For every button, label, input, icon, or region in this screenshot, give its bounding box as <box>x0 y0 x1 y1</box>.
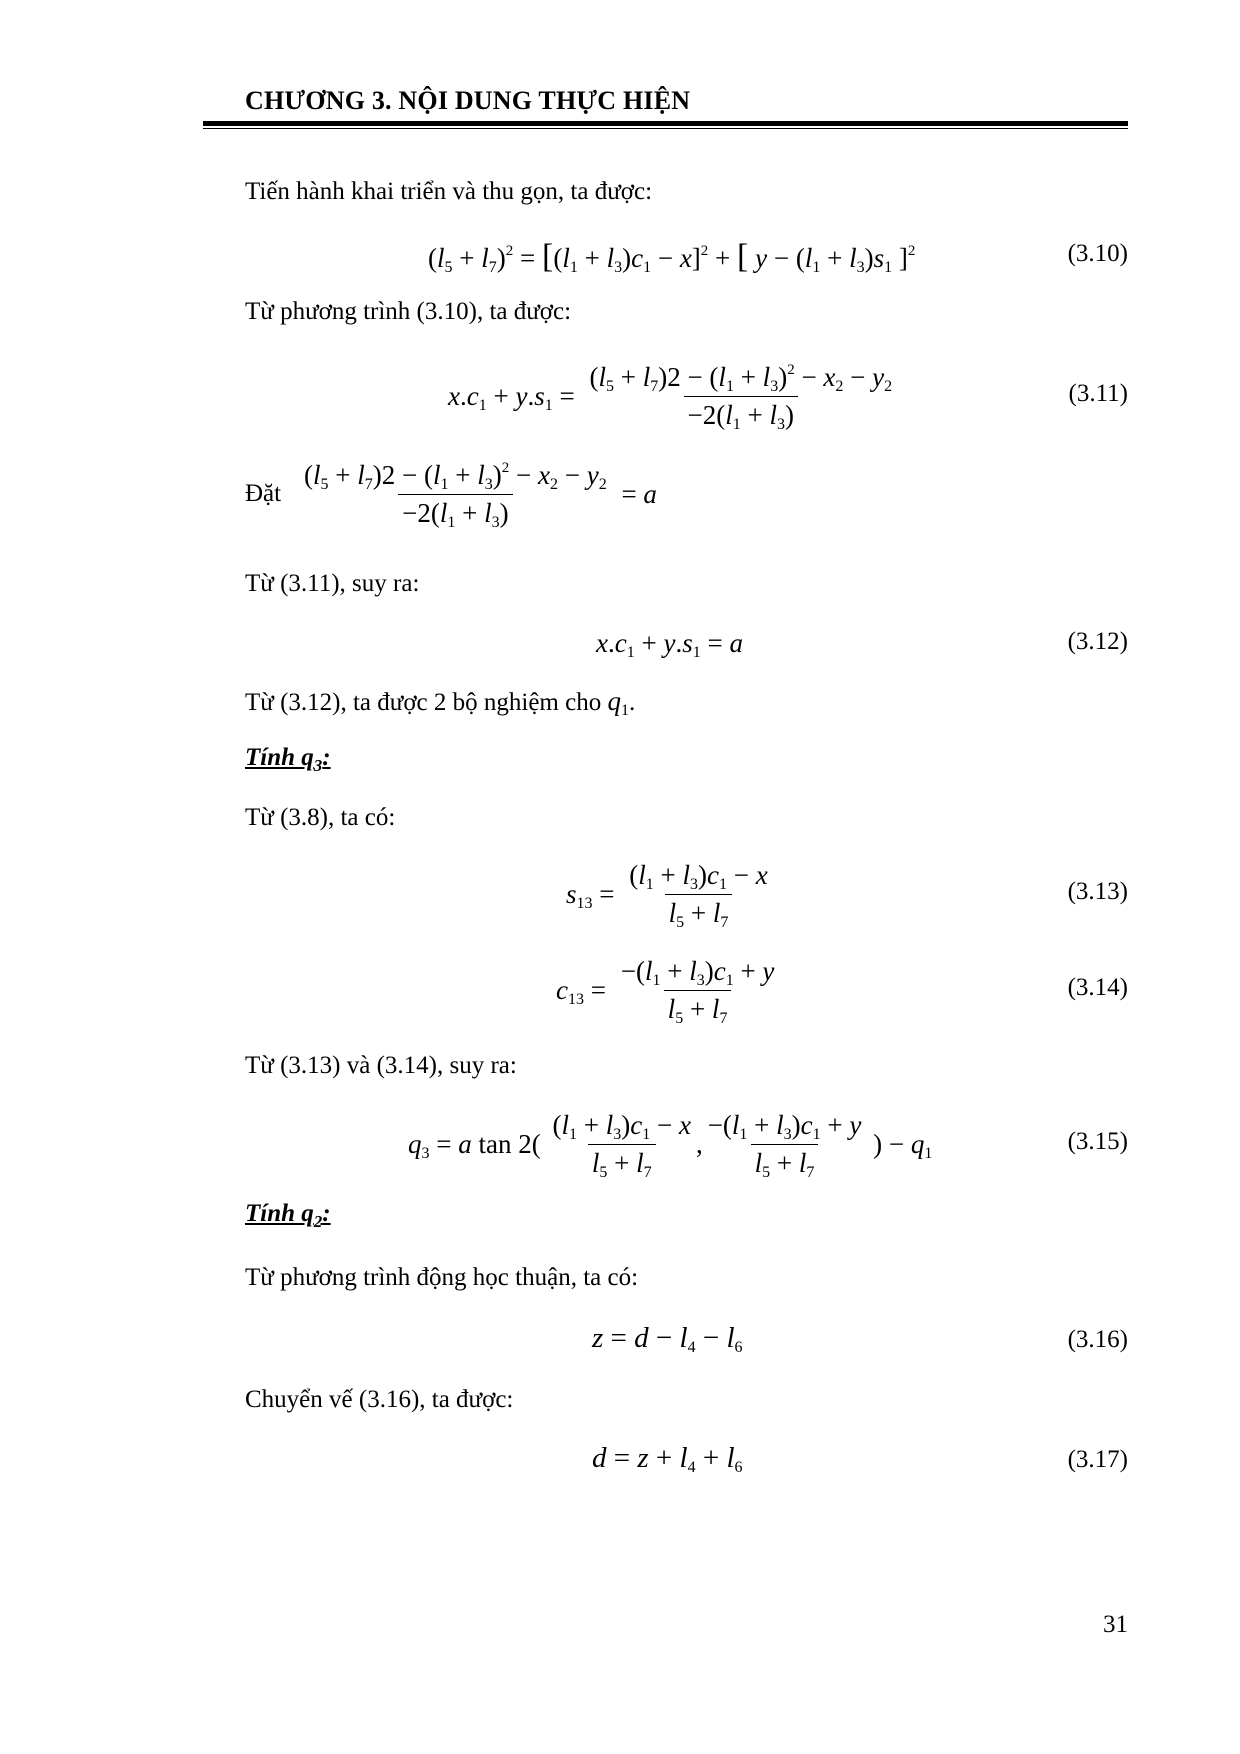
equation-number: (3.16) <box>1067 1326 1128 1353</box>
paragraph-label: Đặt <box>245 480 282 507</box>
equation-3-13: $s_{13}$ = $\frac{(l_1 + l_3)c_1 - x}{l_5 + l_7}$ <box>566 860 768 931</box>
equation-3-17: $d = z + l_4 + l_6$ <box>592 1442 743 1476</box>
paragraph: Tiến hành khai triển và thu gọn, ta được: <box>245 178 653 205</box>
variable-q1: $q_1$ <box>607 686 629 719</box>
equation-3-16: $z = d - l_4 - l_6$ <box>592 1322 743 1356</box>
equation-number: (3.12) <box>1067 628 1128 655</box>
equation-3-10: $(l_5 + l_7)^2 = [(l_1 + l_3)c_1 - x]^2$ + [ $y - (l_1 + l_3)s_1$ ]$^2$ <box>428 238 916 276</box>
equation-definition-a: $\frac{(l_5 + l_7)2 - (l_1 + l_3)^2 - x_2 - y_2}{-2(l_1 + l_3)}$ = a <box>304 460 657 531</box>
equation-number: (3.15) <box>1067 1128 1128 1155</box>
section-heading-q2: Tính $q_2$: <box>245 1200 331 1231</box>
paragraph: Chuyển vế (3.16), ta được: <box>245 1386 514 1413</box>
section-heading-q3: Tính $q_3$: <box>245 744 331 775</box>
paragraph: Từ (3.11), suy ra: <box>245 570 420 597</box>
equation-number: (3.10) <box>1067 240 1128 267</box>
equation-3-14: $c_{13}$ = $\frac{-(l_1 + l_3)c_1 + y}{l_5 + l_7}$ <box>556 956 775 1027</box>
equation-number: (3.13) <box>1067 878 1128 905</box>
equation-number: (3.17) <box>1067 1446 1128 1473</box>
paragraph: Từ (3.8), ta có: <box>245 804 396 831</box>
paragraph: Từ (3.13) và (3.14), suy ra: <box>245 1052 517 1079</box>
paragraph: Từ phương trình (3.10), ta được: <box>245 298 572 325</box>
page-number: 31 <box>1103 1611 1128 1638</box>
equation-3-11: $x.c_1 + y.s_1$ = $\frac{(l_5 + l_7)2 - (l_1 + l_3)^2 - x_2 - y_2}{-2(l_1 + l_3)}$ <box>448 362 893 433</box>
chapter-header-title: CHƯƠNG 3. NỘI DUNG THỰC HIỆN <box>245 86 691 115</box>
header-rule <box>203 121 1128 126</box>
equation-3-15: $q_3 = a$ tan 2( $\frac{(l_1 + l_3)c_1 - x}{l_5 + l_7}$ , $\frac{-(l_1 + l_3)c_1 + y}{l_5 + l_7}$ ) − $q_1$ <box>408 1110 933 1181</box>
equation-number: (3.11) <box>1068 380 1128 407</box>
paragraph-text: Từ (3.12), ta được 2 bộ nghiệm cho <box>245 689 602 716</box>
header-rule-thin <box>203 128 1128 129</box>
paragraph: Từ phương trình động học thuận, ta có: <box>245 1264 639 1291</box>
paragraph: Từ (3.12), ta được 2 bộ nghiệm cho $q_1$. <box>245 686 636 719</box>
equation-3-12: $x.c_1 + y.s_1 = a$ <box>596 628 743 661</box>
equation-number: (3.14) <box>1067 974 1128 1001</box>
